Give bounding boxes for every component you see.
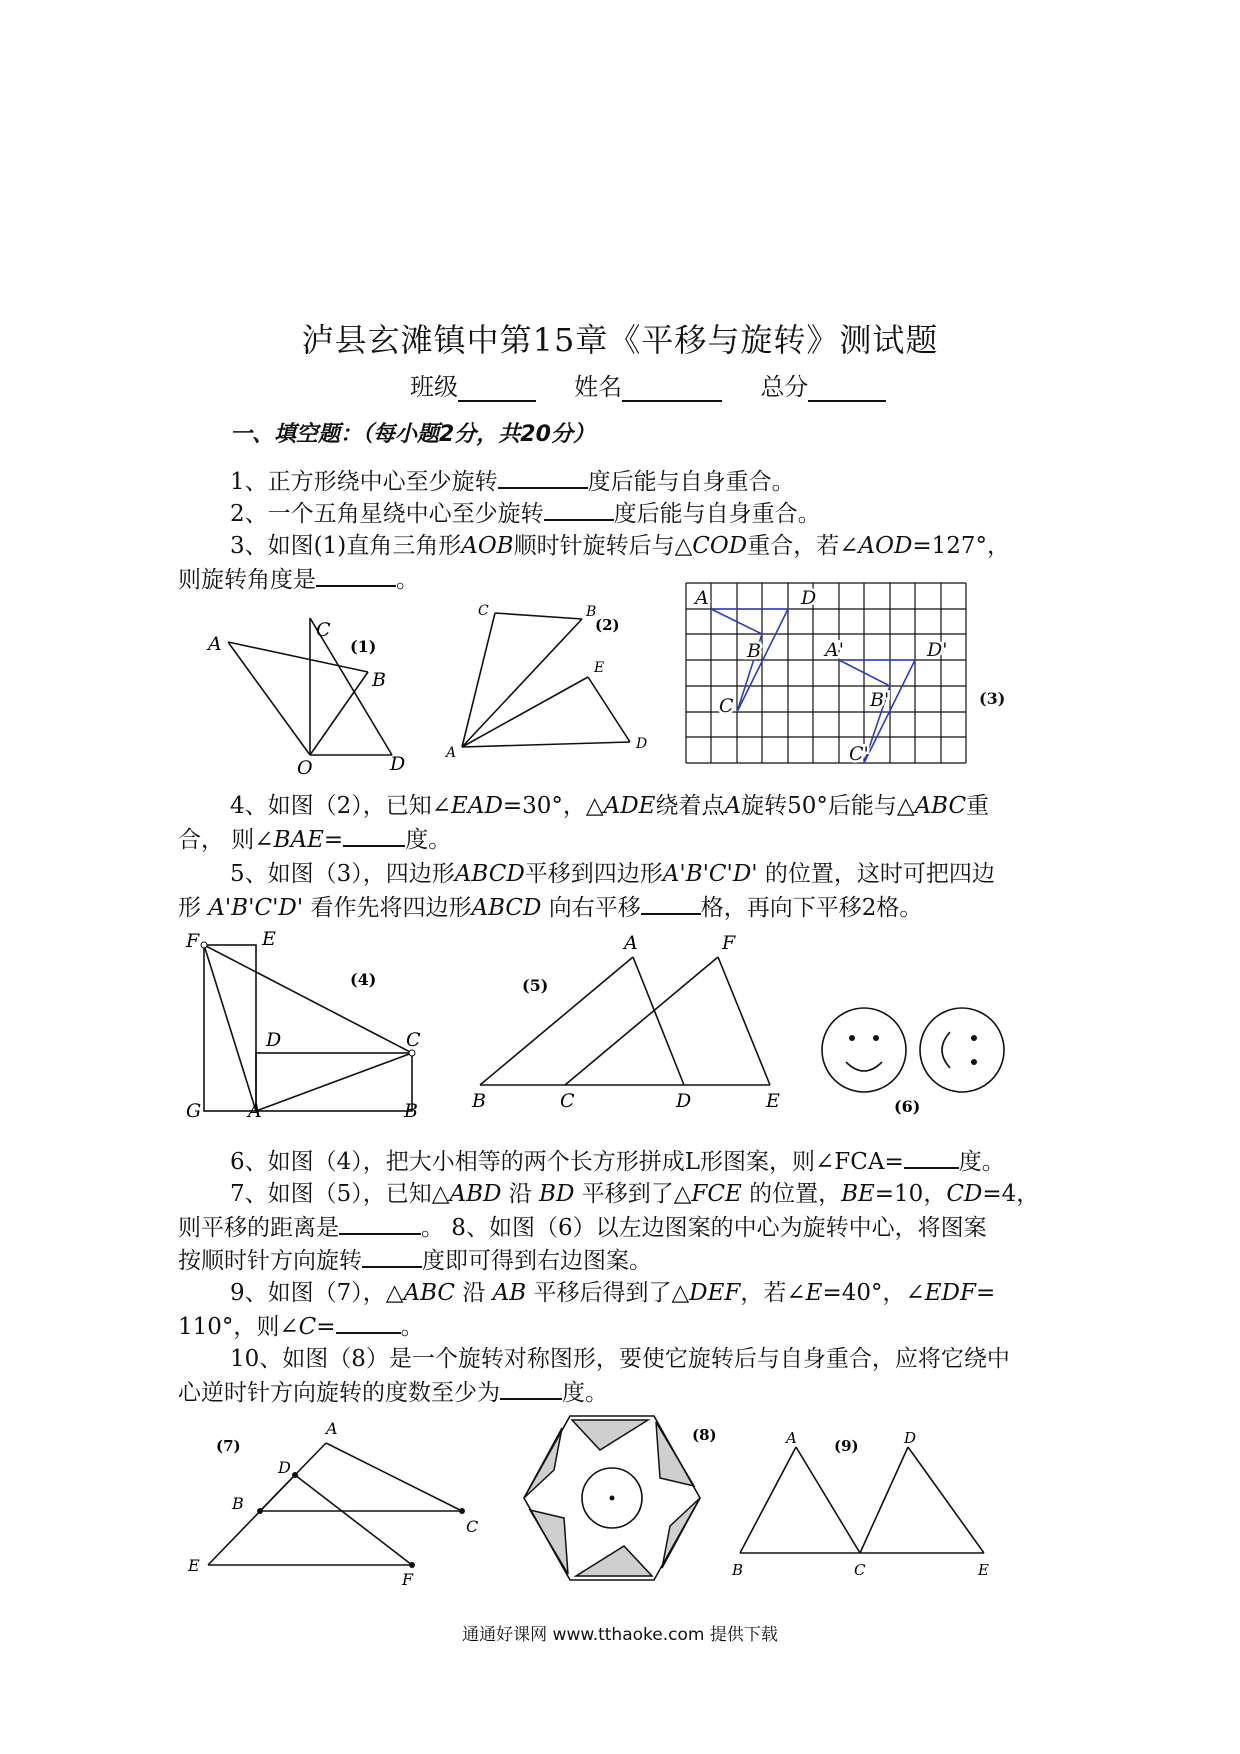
score-label: 总分: [760, 373, 809, 401]
question-1: 1、正方形绕中心至少旋转 度后能与自身重合。: [230, 465, 795, 498]
svg-text:B: B: [732, 1561, 744, 1579]
svg-text:(3): (3): [979, 689, 1006, 708]
figure-7: [180, 1415, 490, 1585]
question-3-cont: 则旋转角度是 。: [178, 563, 419, 596]
section-heading: 一、填空题：（每小题2分，共20分）: [230, 422, 595, 447]
question-5-cont: 形 A'B'C'D' 看作先将四边形ABCD 向右平移 格，再向下平移2格。: [178, 891, 922, 924]
svg-text:F: F: [722, 932, 736, 954]
svg-text:E: E: [978, 1561, 989, 1579]
question-2: 2、一个五角星绕中心至少旋转 度后能与自身重合。: [230, 497, 821, 530]
svg-text:(9): (9): [834, 1437, 859, 1455]
svg-text:D: D: [801, 587, 817, 609]
svg-text:G: G: [186, 1100, 202, 1120]
svg-text:C: C: [719, 695, 734, 717]
footer-source: 通通好课网 www.tthaoke.com 提供下载: [462, 1625, 778, 1645]
svg-text:C': C': [849, 743, 869, 765]
figure-9: [720, 1425, 1010, 1585]
svg-text:F: F: [402, 1570, 414, 1585]
svg-text:(2): (2): [595, 616, 620, 634]
svg-text:E: E: [262, 928, 276, 950]
question-7-cont: 则平移的距离是 。 8、如图（6）以左边图案的中心为旋转中心，将图案: [178, 1211, 987, 1244]
smiley-face-left: [822, 1008, 906, 1092]
question-8: 按顺时针方向旋转 度即可得到右边图案。: [178, 1244, 652, 1277]
svg-text:B: B: [404, 1100, 418, 1120]
svg-text:B: B: [372, 669, 386, 691]
figure-3-grid: [685, 578, 1015, 768]
svg-text:C: C: [406, 1029, 421, 1051]
svg-text:D: D: [904, 1429, 917, 1447]
svg-text:(5): (5): [522, 976, 549, 995]
svg-text:(4): (4): [350, 970, 377, 989]
svg-text:A: A: [786, 1429, 797, 1447]
class-label: 班级: [410, 373, 458, 401]
svg-text:D: D: [266, 1029, 282, 1051]
question-6: 6、如图（4），把大小相等的两个长方形拼成L形图案，则∠FCA= 度。: [230, 1145, 1005, 1178]
svg-text:A: A: [624, 932, 638, 954]
svg-text:A: A: [326, 1419, 338, 1438]
svg-text:E: E: [188, 1556, 200, 1575]
svg-text:(8): (8): [692, 1426, 717, 1444]
svg-text:E: E: [766, 1090, 780, 1110]
svg-text:A: A: [695, 587, 709, 609]
svg-text:(7): (7): [216, 1437, 241, 1455]
question-9-cont: 110°，则∠C= 。: [178, 1310, 424, 1343]
question-4: 4、如图（2），已知∠EAD=30°，△ADE绕着点A旋转50°后能与△ABC重: [230, 793, 990, 819]
name-label: 姓名: [574, 373, 623, 401]
svg-text:A: A: [208, 633, 222, 655]
svg-text:E: E: [594, 660, 605, 676]
svg-text:C: C: [560, 1090, 575, 1110]
svg-text:C: C: [466, 1517, 479, 1536]
svg-text:C: C: [854, 1561, 866, 1579]
svg-text:A: A: [248, 1100, 262, 1120]
question-5: 5、如图（3），四边形ABCD平移到四边形A'B'C'D' 的位置，这时可把四边: [230, 861, 995, 887]
figure-6-faces: [810, 1000, 1010, 1120]
figure-5: [460, 925, 800, 1110]
question-10: 10、如图（8）是一个旋转对称图形，要使它旋转后与自身重合，应将它绕中: [230, 1346, 1010, 1372]
question-9: 9、如图（7），△ABC 沿 AB 平移后得到了△DEF，若∠E=40°，∠EDF=: [230, 1280, 996, 1306]
figure-1: [200, 600, 420, 775]
svg-text:B: B: [232, 1494, 244, 1513]
svg-text:D: D: [390, 753, 406, 775]
page-title: 泸县玄滩镇中第15章《平移与旋转》测试题: [301, 321, 939, 359]
question-7: 7、如图（5），已知△ABD 沿 BD 平移到了△FCE 的位置，BE=10，CD=4，: [230, 1181, 1040, 1207]
figure-4: [180, 925, 430, 1120]
svg-text:D: D: [636, 736, 648, 752]
figure-8-pinwheel: [500, 1408, 730, 1593]
svg-text:B': B': [870, 689, 890, 711]
svg-text:B: B: [472, 1090, 486, 1110]
svg-text:B: B: [747, 640, 761, 662]
svg-text:(1): (1): [350, 637, 377, 656]
svg-text:F: F: [186, 930, 200, 952]
svg-text:C: C: [478, 603, 489, 619]
name-blank: [622, 376, 722, 402]
question-4-cont: 合， 则∠BAE= 度。: [178, 823, 451, 856]
student-info-line: [410, 367, 886, 402]
figure-2: [440, 595, 665, 770]
svg-text:O: O: [297, 757, 313, 775]
question-3: 3、如图(1)直角三角形AOB顺时针旋转后与△COD重合，若∠AOD=127°，: [230, 533, 1011, 559]
svg-text:D: D: [676, 1090, 692, 1110]
score-blank: [808, 376, 886, 402]
svg-text:C: C: [316, 619, 331, 641]
class-blank: [458, 376, 536, 402]
svg-text:D: D: [278, 1458, 291, 1477]
svg-text:B: B: [586, 604, 597, 620]
question-10-cont: 心逆时针方向旋转的度数至少为 度。: [178, 1376, 608, 1409]
svg-text:D': D': [927, 639, 948, 661]
svg-text:(6): (6): [894, 1097, 921, 1116]
svg-text:A': A': [825, 639, 844, 661]
svg-text:A: A: [446, 745, 457, 761]
smiley-face-right: [920, 1008, 1004, 1092]
